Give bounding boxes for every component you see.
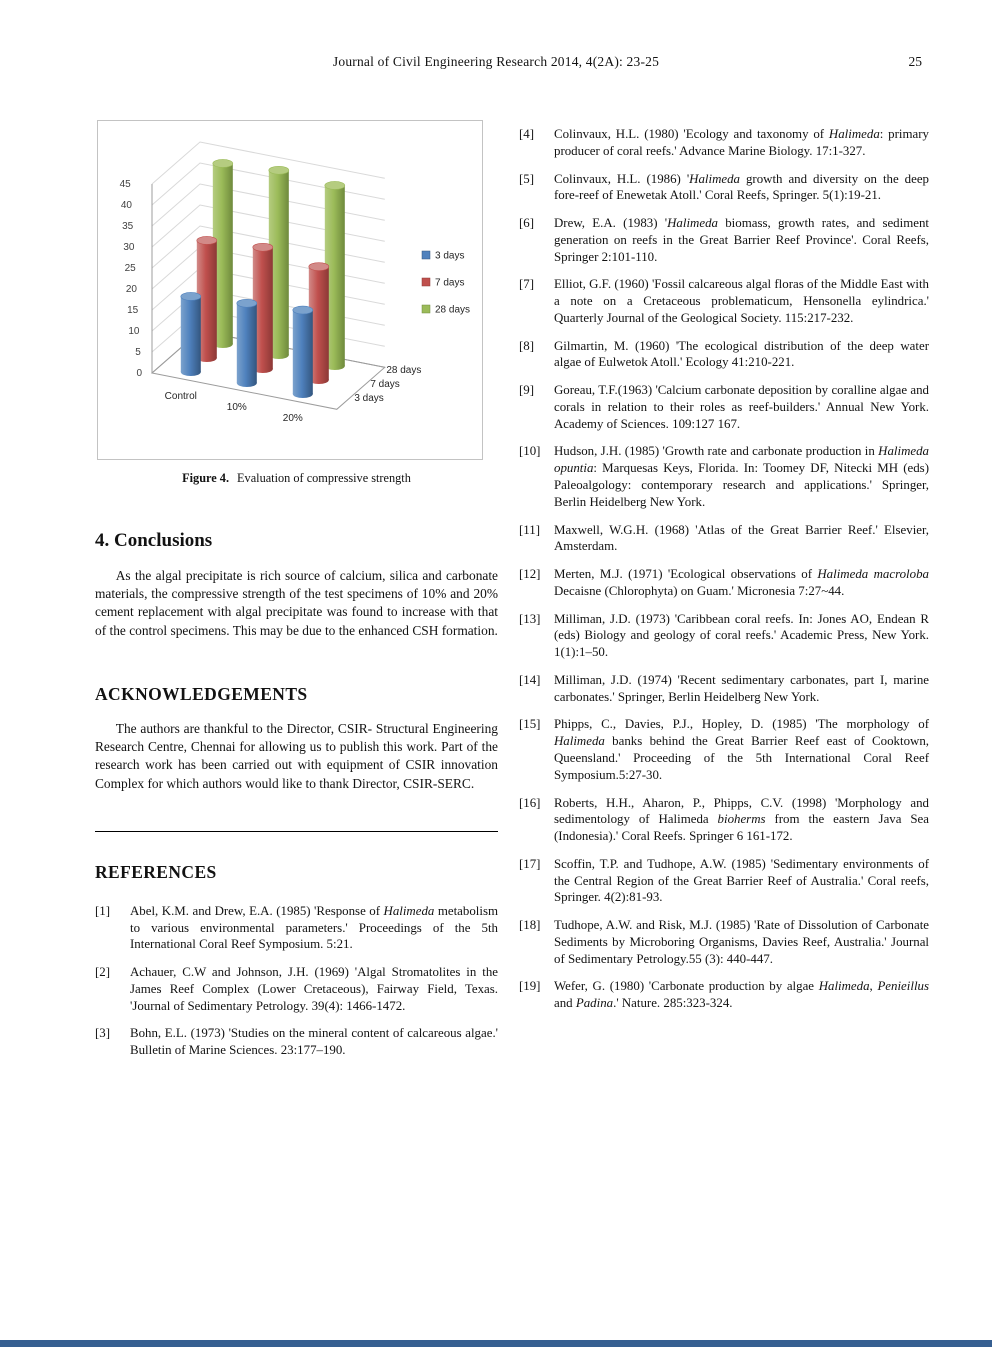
- reference-item: [519, 716, 929, 783]
- conclusions-body: As the algal precipitate is rich source of calcium, silica and carbonate materials, the compressive strength of the test specimens of 10% and 20% cement replacement with algal precipitate was found to increase with that of the control specimens. This may be due to the enhanced CSH formation.: [95, 568, 498, 638]
- reference-item: [519, 856, 929, 906]
- reference-number: [13]: [519, 611, 541, 626]
- reference-number: [11]: [519, 522, 540, 537]
- conclusions-heading: 4. Conclusions: [95, 530, 213, 551]
- reference-text: Elliot, G.F. (1960) 'Fossil calcareous algal floras of the Middle East with a note on a Cretaceous problematicum, Hensonella eylindrica.' Quarterly Journal of the Geological Society. 115:217-232.: [554, 277, 929, 325]
- svg-text:28 days: 28 days: [386, 364, 422, 376]
- reference-number: [6]: [519, 216, 535, 231]
- reference-text: Drew, E.A. (1983) 'Halimeda biomass, growth rates, and sediment generation on reefs in the Great Barrier Reef Province'. Coral Reefs, Springer 2:101-110.: [554, 216, 929, 264]
- journal-citation: Journal of Civil Engineering Research 2014, 4(2A): 23-25: [332, 54, 660, 69]
- reference-number: [7]: [519, 277, 535, 292]
- reference-text: Goreau, T.F.(1963) 'Calcium carbonate deposition by coralline algae and corals in relation to their roles as reef-builders.' Annual New York. Academy of Sciences. 109:127 167.: [554, 383, 929, 431]
- references-heading: REFERENCES: [95, 861, 217, 882]
- left-column: [95, 120, 498, 1070]
- reference-number: [12]: [519, 567, 541, 582]
- reference-number: [8]: [519, 338, 535, 353]
- reference-number: [15]: [519, 717, 541, 732]
- reference-item: [95, 1025, 498, 1059]
- figure-label: Figure 4.: [182, 471, 230, 485]
- reference-number: [17]: [519, 856, 541, 871]
- svg-text:28 days: 28 days: [435, 304, 471, 316]
- reference-item: [519, 672, 929, 706]
- reference-text: Phipps, C., Davies, P.J., Hopley, D. (1985) 'The morphology of Halimeda banks behind the Great Barrier Reef east of Cooktown, Queensland.' Proceeding of the 5th International Coral Reef Symposium.5:27-30.: [554, 717, 929, 782]
- reference-number: [16]: [519, 795, 541, 810]
- reference-item: [519, 171, 929, 205]
- reference-number: [4]: [519, 127, 535, 141]
- svg-text:10: 10: [128, 326, 140, 337]
- references-list-right: [519, 126, 929, 1012]
- footer-bar: [0, 1340, 992, 1347]
- svg-text:0: 0: [136, 368, 142, 379]
- reference-text: Achauer, C.W and Johnson, J.H. (1969) 'Algal Stromatolites in the James Reef Complex (Lower Cretaceous), Fairway Field, Texas. 'Journal of Sedimentary Petrology. 39(4): 1466-1472.: [130, 965, 498, 1013]
- section-divider: [95, 831, 498, 832]
- reference-text: Hudson, J.H. (1985) 'Growth rate and carbonate production in Halimeda opuntia: Marquesas Keys, Florida. In: Toomey DF, Nitecki MH (eds) Paleoalgology: contemporary research and applications.' Springer, Berlin Heidelberg New York.: [554, 444, 929, 509]
- svg-text:10%: 10%: [226, 402, 247, 414]
- page-number: 25: [908, 54, 922, 69]
- chart-svg: [98, 121, 482, 459]
- right-column: [519, 120, 929, 1070]
- reference-text: Milliman, J.D. (1974) 'Recent sedimentary carbonates, part I, marine carbonates.' Springer, Berlin Heidelberg New York.: [554, 672, 929, 704]
- svg-text:20%: 20%: [282, 413, 303, 425]
- page-header: [0, 54, 992, 70]
- reference-item: [519, 795, 929, 845]
- reference-text: Colinvaux, H.L. (1980) 'Ecology and taxonomy of Halimeda: primary producer of coral reefs.' Advance Marine Biology. 17:1-327.: [554, 127, 929, 158]
- reference-item: [519, 978, 929, 1012]
- reference-item: [519, 215, 929, 265]
- svg-text:25: 25: [124, 263, 136, 274]
- reference-number: [9]: [519, 383, 535, 398]
- svg-text:3 days: 3 days: [354, 392, 384, 404]
- reference-number: [14]: [519, 672, 541, 687]
- reference-text: Milliman, J.D. (1973) 'Caribbean coral reefs. In: Jones AO, Endean R (eds) Biology and geology of coral reefs.' Academic Press, New York. 1(1):1–50.: [554, 611, 929, 660]
- reference-item: [519, 566, 929, 600]
- svg-text:7 days: 7 days: [370, 378, 400, 390]
- reference-item: [95, 964, 498, 1014]
- acknowledgements-body: The authors are thankful to the Director, CSIR- Structural Engineering Research Centre, Chennai for allowing us to publish this work. Part of the research work has been carried out with equipment of CSIR innovation Complex for which authors would like to thank Director, CSIR-SERC.: [95, 720, 498, 791]
- reference-text: Maxwell, W.G.H. (1968) 'Atlas of the Great Barrier Reef.' Elsevier, Amsterdam.: [554, 522, 929, 554]
- reference-item: [519, 126, 929, 160]
- reference-number: [3]: [95, 1026, 111, 1041]
- svg-text:15: 15: [127, 305, 139, 316]
- reference-text: Scoffin, T.P. and Tudhope, A.W. (1985) 'Sedimentary environments of the Central Region of the Great Barrier Reef of Australia.' Coral reefs, Springer. 4(2):81-93.: [554, 856, 929, 905]
- svg-text:7 days: 7 days: [435, 277, 465, 289]
- reference-item: [519, 917, 929, 967]
- reference-text: Abel, K.M. and Drew, E.A. (1985) 'Response of Halimeda metabolism to various environmental parameters.' Proceedings of the 5th International Coral Reef Symposium. 5:21.: [130, 903, 498, 952]
- reference-item: [95, 903, 498, 953]
- reference-item: [519, 443, 929, 510]
- svg-text:45: 45: [119, 179, 131, 190]
- reference-item: [519, 338, 929, 372]
- svg-text:40: 40: [120, 200, 132, 211]
- reference-text: Wefer, G. (1980) 'Carbonate production by algae Halimeda, Penieillus and Padina.' Nature. 285:323-324.: [554, 979, 929, 1011]
- reference-number: [18]: [519, 918, 541, 933]
- svg-text:3 days: 3 days: [435, 250, 465, 262]
- reference-item: [519, 382, 929, 432]
- svg-text:35: 35: [122, 221, 134, 232]
- reference-text: Merten, M.J. (1971) 'Ecological observations of Halimeda macroloba Decaisne (Chlorophyta) on Guam.' Micronesia 7:27~44.: [554, 567, 929, 598]
- references-list-left: [95, 903, 498, 1059]
- reference-text: Bohn, E.L. (1973) 'Studies on the mineral content of calcareous algae.' Bulletin of Marine Sciences. 23:177–190.: [130, 1026, 498, 1058]
- svg-text:20: 20: [125, 284, 137, 295]
- reference-number: [5]: [519, 171, 535, 186]
- figure-4-chart: [97, 120, 483, 460]
- reference-item: [519, 276, 929, 326]
- reference-text: Roberts, H.H., Aharon, P., Phipps, C.V. (1998) 'Morphology and sedimentology of Halimeda bioherms from the eastern Java Sea (Indonesia).' Coral Reefs. Springer 6 161-172.: [554, 795, 930, 844]
- svg-text:5: 5: [135, 347, 141, 358]
- svg-text:Control: Control: [164, 391, 197, 403]
- page-content: [95, 120, 929, 1070]
- figure-caption-text: Evaluation of compressive strength: [237, 471, 411, 485]
- reference-text: Gilmartin, M. (1960) 'The ecological distribution of the deep water algae of Eulwetok Atoll.' Ecology 41:210-221.: [554, 338, 929, 370]
- reference-item: [519, 611, 929, 661]
- figure-caption: [95, 471, 498, 486]
- reference-number: [10]: [519, 444, 541, 459]
- reference-number: [2]: [95, 965, 111, 980]
- reference-text: Colinvaux, H.L. (1986) 'Halimeda growth and diversity on the deep fore-reef of Enewetak Atoll.' Coral Reefs, Springer. 5(1):19-21.: [554, 171, 929, 203]
- reference-number: [1]: [95, 903, 111, 918]
- reference-item: [519, 522, 929, 556]
- acknowledgements-heading: ACKNOWLEDGEMENTS: [95, 683, 308, 704]
- reference-number: [19]: [519, 979, 541, 994]
- svg-text:30: 30: [123, 242, 135, 253]
- reference-text: Tudhope, A.W. and Risk, M.J. (1985) 'Rate of Dissolution of Carbonate Sediments by Microboring Organisms, Davies Reef, Australia.' Journal of Sedimentary Petrology.55 (3): 440-447.: [554, 918, 929, 966]
